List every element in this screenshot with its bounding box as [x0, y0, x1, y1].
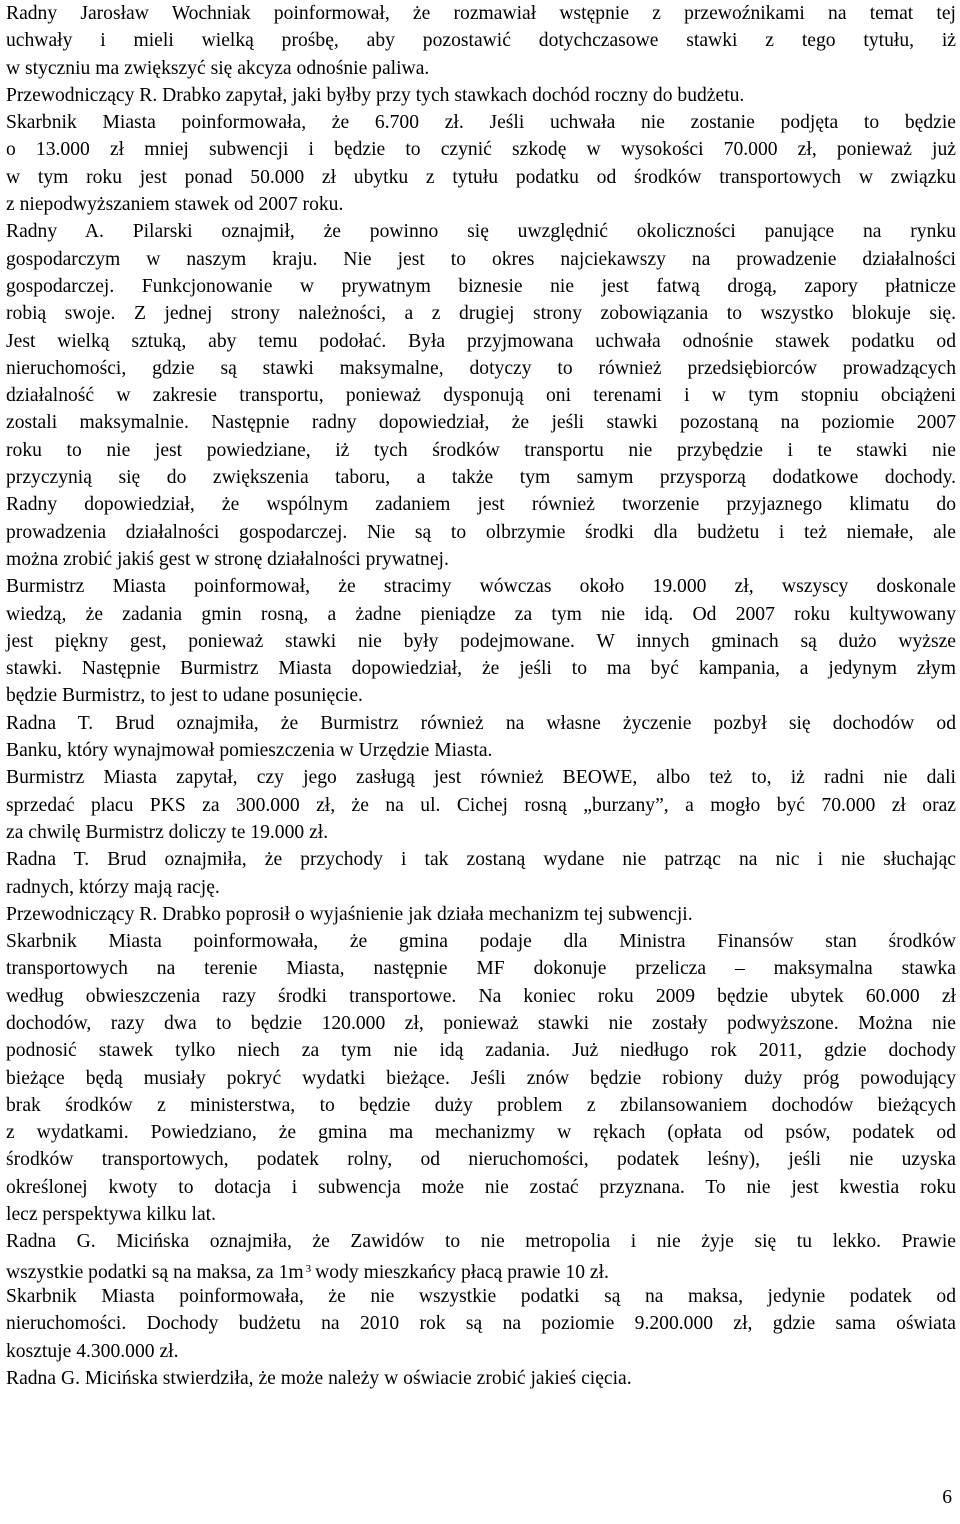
paragraph — [6, 846, 956, 901]
text-line: zostali maksymalnie. Następnie radny dopowiedział, że jeśli stawki pozostaną na poziomie 2007 — [6, 412, 956, 434]
text-line: kosztuje 4.300.000 zł. — [6, 1340, 179, 1362]
document-body-tail — [6, 1283, 956, 1392]
text-line: podnosić stawek tylko niech za tym nie idą zadania. Już niedługo rok 2011, gdzie dochody — [6, 1040, 956, 1062]
text-segment: wszystkie podatki są na maksa, za 1m — [6, 1261, 304, 1283]
text-line: Przewodniczący R. Drabko poprosił o wyjaśnienie jak działa mechanizm tej subwencji. — [6, 903, 693, 925]
text-line: za chwilę Burmistrz doliczy te 19.000 zł. — [6, 821, 329, 843]
text-line: Radna G. Micińska oznajmiła, że Zawidów to nie metropolia i nie żyje się tu lekko. Prawie — [6, 1231, 956, 1253]
text-line: o 13.000 zł mniej subwencji i będzie to czynić szkodę w wysokości 70.000 zł, ponieważ już — [6, 139, 956, 161]
text-line: Skarbnik Miasta poinformowała, że 6.700 zł. Jeśli uchwała nie zostanie podjęta to będzie — [6, 112, 956, 134]
text-line: stawki. Następnie Burmistrz Miasta dopowiedział, że jeśli to ma być kampania, a jedynym złym — [6, 658, 956, 680]
paragraph — [6, 928, 956, 1228]
text-line: Jest wielką sztuką, aby temu podołać. Była przyjmowana uchwała odnośnie stawek podatku od — [6, 330, 956, 352]
text-line: brak środków z ministerstwa, to będzie duży problem z zbilansowaniem dochodów bieżących — [6, 1094, 956, 1116]
paragraph — [6, 218, 956, 573]
text-line: nieruchomości. Dochody budżetu na 2010 rok są na poziomie 9.200.000 zł, gdzie sama oświata — [6, 1313, 956, 1335]
page-number: 6 — [942, 1487, 952, 1508]
paragraph — [6, 573, 956, 709]
text-line: robią swoje. Z jednej strony należności, a z drugiej strony zobowiązania to wszystko blokuje się. — [6, 303, 956, 325]
text-line: działalność w zakresie transportu, ponieważ dysponują oni terenami i w tym stopniu obciążeni — [6, 385, 956, 407]
text-line: wiedzą, że zadania gmin rosną, a żadne pieniądze za tym nie idą. Od 2007 roku kultywowany — [6, 603, 956, 625]
paragraph — [6, 1283, 956, 1365]
superscript-exponent: 3 — [305, 1262, 312, 1275]
text-line: nieruchomości, gdzie są stawki maksymalne, dotyczy to również przedsiębiorców prowadzących — [6, 357, 956, 379]
paragraph-micinska-water — [6, 1228, 956, 1283]
text-line: Skarbnik Miasta poinformowała, że gmina podaje dla Ministra Finansów stan środków — [6, 931, 956, 953]
text-line: według obwieszczenia razy środki transportowe. Na koniec roku 2009 będzie ubytek 60.000 zł — [6, 985, 956, 1007]
paragraph — [6, 710, 956, 765]
text-line: w styczniu ma zwiększyć się akcyza odnośnie paliwa. — [6, 57, 430, 79]
text-line: dochodów, razy dwa to będzie 120.000 zł, ponieważ stawki nie zostały podwyższone. Można nie — [6, 1012, 956, 1034]
text-line: środków transportowych, podatek rolny, od nieruchomości, podatek leśny), jeśli nie uzyska — [6, 1149, 956, 1171]
text-line: Radny dopowiedział, że wspólnym zadaniem jest również tworzenie przyjaznego klimatu do — [6, 494, 956, 516]
paragraph — [6, 109, 956, 218]
text-line: jest piękny gest, ponieważ stawki nie były podejmowane. W innych gminach są dużo wyższe — [6, 630, 956, 652]
text-line: Przewodniczący R. Drabko zapytał, jaki byłby przy tych stawkach dochód roczny do budżetu. — [6, 84, 745, 106]
text-line: z niepodwyższaniem stawek od 2007 roku. — [6, 194, 344, 216]
text-line: Radna T. Brud oznajmiła, że przychody i tak zostaną wydane nie patrząc na nic i nie słuchając — [6, 849, 956, 871]
text-line: Skarbnik Miasta poinformowała, że nie wszystkie podatki są na maksa, jedynie podatek od — [6, 1285, 956, 1307]
text-line: radnych, którzy mają rację. — [6, 876, 220, 898]
paragraph — [6, 764, 956, 846]
text-line: lecz perspektywa kilku lat. — [6, 1204, 217, 1226]
text-line: roku to nie jest powiedziane, iż tych środków transportu nie przybędzie i te stawki nie — [6, 439, 956, 461]
text-line: Burmistrz Miasta poinformował, że stracimy wówczas około 19.000 zł, wszyscy doskonale — [6, 576, 956, 598]
text-line: gospodarczym w naszym kraju. Nie jest to okres najciekawszy na prowadzenie działalności — [6, 248, 956, 270]
text-line: z wydatkami. Powiedziano, że gmina ma mechanizmy w rękach (opłata od psów, podatek od — [6, 1122, 956, 1144]
text-line: będzie Burmistrz, to jest to udane posunięcie. — [6, 685, 363, 707]
document-page — [6, 0, 956, 1392]
text-line: przyczynią się do zwiększenia taboru, a także tym samym przysporzą dodatkowe dochody. — [6, 467, 956, 489]
text-line: można zrobić jakiś gest w stronę działalności prywatnej. — [6, 548, 449, 570]
text-line: Radna G. Micińska stwierdziła, że może należy w oświacie zrobić jakieś cięcia. — [6, 1367, 632, 1389]
paragraph — [6, 82, 956, 109]
text-line: Radny A. Pilarski oznajmił, że powinno się uwzględnić okoliczności panujące na rynku — [6, 221, 956, 243]
text-line: Radna T. Brud oznajmiła, że Burmistrz również na własne życzenie pozbył się dochodów od — [6, 712, 956, 734]
text-line: prowadzenia działalności gospodarczej. Nie są to olbrzymie środki dla budżetu i też niemałe, ale — [6, 521, 956, 543]
paragraph — [6, 0, 956, 82]
document-body — [6, 0, 956, 1228]
text-line: transportowych na terenie Miasta, następnie MF dokonuje przelicza – maksymalna stawka — [6, 958, 956, 980]
text-line: sprzedać placu PKS za 300.000 zł, że na ul. Cichej rosną „burzany”, a mogło być 70.000 zł oraz — [6, 794, 956, 816]
text-line: bieżące będą musiały pokryć wydatki bieżące. Jeśli znów będzie robiony duży próg powodujący — [6, 1067, 956, 1089]
text-segment: wody mieszkańcy płacą prawie 10 zł. — [315, 1261, 609, 1283]
text-line: uchwały i mieli wielką prośbę, aby pozostawić dotychczasowe stawki z tego tytułu, iż — [6, 30, 956, 52]
text-line — [6, 1256, 956, 1283]
text-line: Burmistrz Miasta zapytał, czy jego zasługą jest również BEOWE, albo też to, iż radni nie dali — [6, 767, 956, 789]
paragraph — [6, 1365, 956, 1392]
paragraph — [6, 901, 956, 928]
text-line: określonej kwoty to dotacja i subwencja może nie zostać przyznana. To nie jest kwestia roku — [6, 1176, 956, 1198]
text-line: gospodarczej. Funkcjonowanie w prywatnym biznesie nie jest fatwą drogą, zapory płatnicze — [6, 275, 956, 297]
text-line: Banku, który wynajmował pomieszczenia w Urzędzie Miasta. — [6, 740, 493, 762]
text-line: Radny Jarosław Wochniak poinformował, że rozmawiał wstępnie z przewoźnikami na temat tej — [6, 3, 956, 24]
text-line: w tym roku jest ponad 50.000 zł ubytku z tytułu podatku od środków transportowych w związku — [6, 166, 956, 188]
